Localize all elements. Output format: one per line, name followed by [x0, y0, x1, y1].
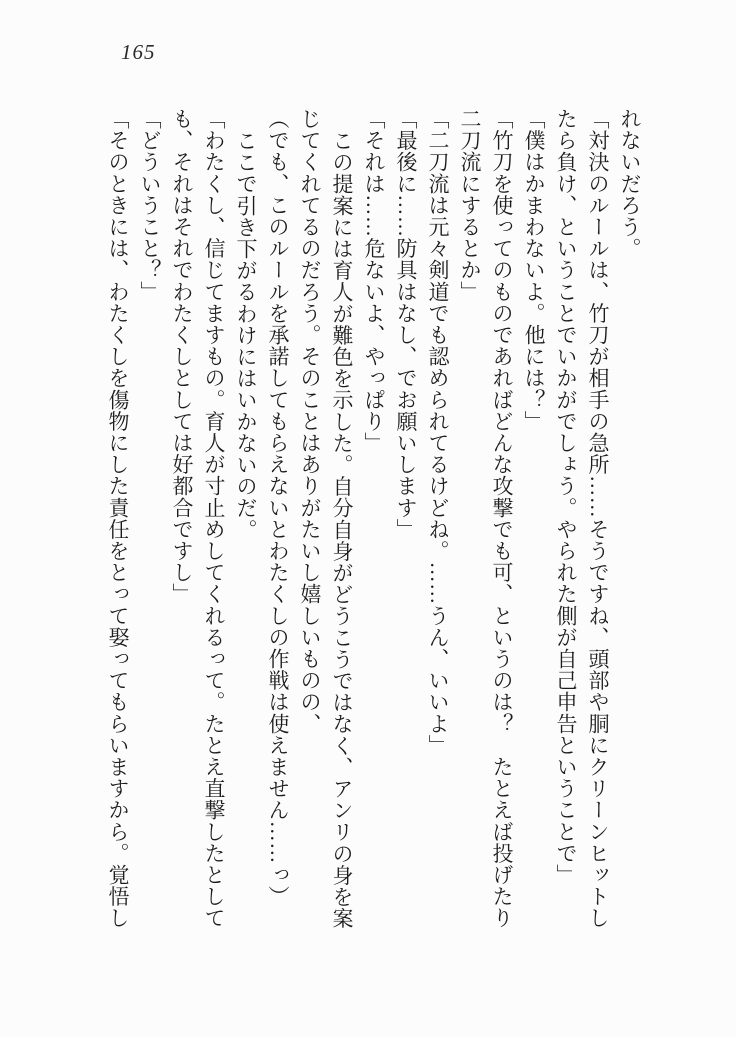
text-line: 「そのときには、わたくしを傷物にした責任をとって娶ってもらいますから。覚悟し: [106, 108, 130, 929]
text-line: 「竹刀を使ってのものであればどんな攻撃でも可、というのは？ たとえば投げたり: [490, 108, 514, 929]
text-line: れないだろう。: [618, 108, 642, 260]
text-line: 「最後に……防具はなし、でお願いします」: [394, 108, 418, 540]
text-line: たら負け、ということでいかがでしょう。やられた側が自己申告ということで」: [554, 108, 578, 886]
text-line: 「わたくし、信じてますもの。育人が寸止めしてくれるって。たとえ直撃したとして: [202, 108, 226, 929]
text-line: （でも、このルールを承諾してもらえないとわたくしの作戦は使えません……っ）: [266, 108, 290, 908]
text-line: も、それはそれでわたくしとしては好都合ですし」: [170, 108, 194, 605]
text-line: 二刀流にするとか」: [458, 108, 482, 303]
text-line: 「二刀流は元々剣道でも認められてるけどね。……うん、いいよ」: [426, 108, 450, 756]
text-line: 「対決のルールは、竹刀が相手の急所……そうですね、頭部や胴にクリーンヒットし: [586, 108, 610, 929]
text-line: じてくれてるのだろう。そのことはありがたいし嬉しいものの、: [298, 108, 322, 735]
text-line: この提案には育人が難色を示した。自分自身がどうこうではなく、アンリの身を案: [330, 130, 354, 930]
vertical-text-block: [102, 108, 646, 948]
text-line: ここで引き下がるわけにはいかないのだ。: [234, 130, 258, 541]
page-number: 165: [121, 40, 156, 64]
text-line: 「それは……危ないよ、やっぱり」: [362, 108, 386, 454]
text-line: 「どういうこと？」: [138, 108, 162, 303]
text-line: 「僕はかまわないよ。他には？」: [522, 108, 546, 432]
